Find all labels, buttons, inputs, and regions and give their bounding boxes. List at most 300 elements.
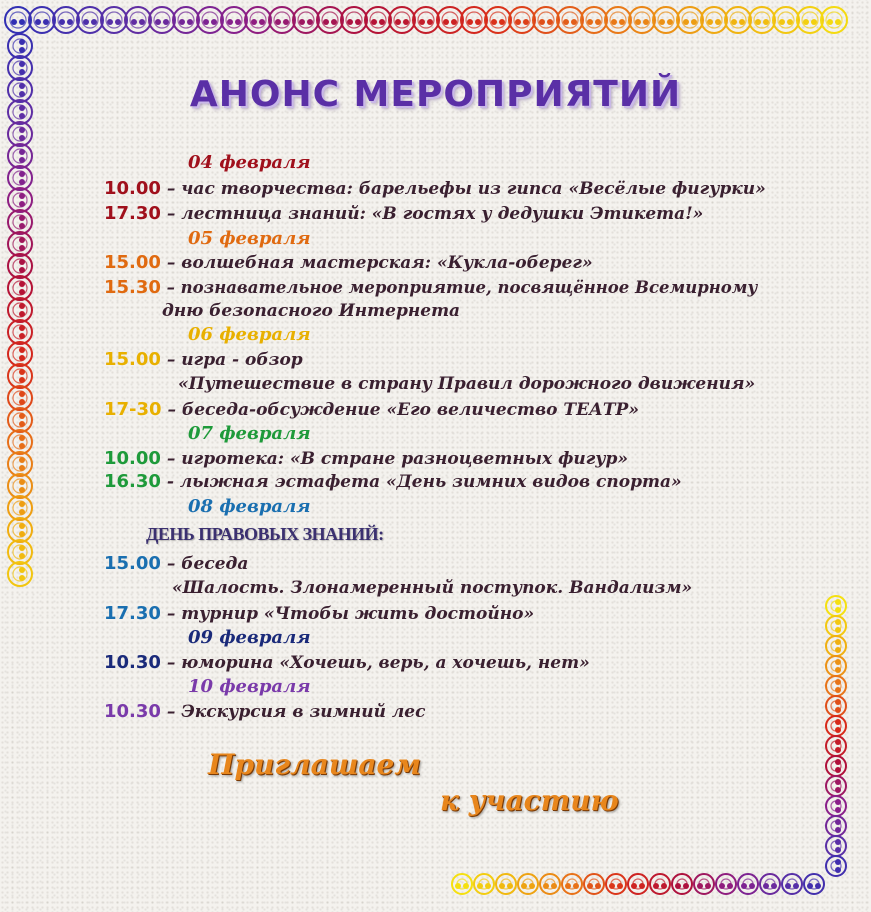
event-time: 17.30	[104, 603, 161, 624]
invite-line-1: Приглашаем	[208, 748, 421, 781]
border-ornament	[771, 883, 777, 889]
border-ornament	[455, 883, 461, 889]
event-line	[104, 553, 248, 574]
border-ornament	[149, 7, 175, 33]
border-ornament	[125, 7, 151, 33]
border-ornament	[19, 567, 25, 573]
border-ornament	[835, 679, 841, 685]
event-text: дню безопасного Интернета	[162, 301, 461, 321]
border-ornament	[11, 19, 17, 25]
event-line	[104, 471, 682, 492]
border-ornament	[19, 47, 25, 53]
border-ornament	[521, 883, 527, 889]
event-text: – познавательное мероприятие, посвящённое Всемирному	[160, 278, 758, 297]
event-time: 15.30	[104, 277, 161, 298]
border-ornament	[826, 716, 846, 736]
border-ornament	[694, 874, 714, 894]
border-ornament	[67, 19, 73, 25]
border-ornament	[529, 883, 535, 889]
border-ornament	[835, 807, 841, 813]
border-ornament	[235, 19, 241, 25]
border-ornament	[19, 465, 25, 471]
event-line	[104, 178, 766, 199]
border-ornament	[19, 237, 25, 243]
border-ornament	[797, 7, 823, 33]
border-ornament	[523, 19, 529, 25]
border-ornament	[19, 487, 25, 493]
border-ornament	[499, 883, 505, 889]
border-ornament	[19, 149, 25, 155]
border-ornament	[609, 883, 615, 889]
border-ornament	[389, 7, 415, 33]
border-ornament	[779, 19, 785, 25]
event-text: – турнир «Чтобы жить достойно»	[160, 604, 535, 624]
border-ornament	[8, 166, 32, 190]
border-ornament	[835, 727, 841, 733]
border-ornament	[19, 545, 25, 551]
border-ornament	[727, 883, 733, 889]
border-ornament	[451, 19, 457, 25]
border-ornament	[19, 215, 25, 221]
border-ornament	[275, 19, 281, 25]
border-ornament	[826, 696, 846, 716]
event-text: – юморина «Хочешь, верь, а хочешь, нет»	[160, 653, 590, 673]
border-ornament	[835, 819, 841, 825]
border-ornament	[19, 289, 25, 295]
border-ornament	[197, 7, 223, 33]
border-ornament	[581, 7, 607, 33]
event-line	[178, 374, 755, 394]
border-ornament	[826, 756, 846, 776]
border-ornament	[427, 19, 433, 25]
border-ornament	[635, 19, 641, 25]
border-ornament	[835, 619, 841, 625]
border-ornament	[749, 883, 755, 889]
border-ornament	[749, 7, 775, 33]
border-ornament	[187, 19, 193, 25]
date-heading-09: 09 февраля	[188, 627, 311, 648]
border-ornament	[821, 7, 847, 33]
border-ornament	[667, 19, 673, 25]
border-ornament	[760, 874, 780, 894]
border-ornament	[782, 874, 802, 894]
border-ornament	[807, 883, 813, 889]
border-ornament	[563, 19, 569, 25]
border-ornament	[835, 599, 841, 605]
border-ornament	[29, 7, 55, 33]
border-ornament	[19, 509, 25, 515]
border-ornament	[587, 19, 593, 25]
event-text: «Шалость. Злонамеренный поступок. Вандализм»	[172, 578, 693, 598]
border-ornament	[107, 19, 113, 25]
border-ornament	[43, 19, 49, 25]
event-line	[104, 203, 703, 224]
border-ornament	[496, 874, 516, 894]
date-heading-06: 06 февраля	[188, 324, 311, 345]
border-ornament	[139, 19, 145, 25]
border-ornament	[8, 408, 32, 432]
border-ornament	[8, 562, 32, 586]
border-ornament	[835, 739, 841, 745]
law-day-heading: ДЕНЬ ПРАВОВЫХ ЗНАНИЙ:	[146, 524, 384, 544]
border-ornament	[515, 19, 521, 25]
border-ornament	[835, 627, 841, 633]
border-ornament	[835, 799, 841, 805]
event-line	[104, 652, 590, 673]
border-ornament	[683, 19, 689, 25]
border-ornament	[557, 7, 583, 33]
border-ornament	[701, 7, 727, 33]
border-ornament	[477, 883, 483, 889]
border-ornament	[835, 759, 841, 765]
event-text: - лыжная эстафета «День зимних видов спорта»	[160, 472, 682, 492]
event-line	[104, 252, 593, 273]
border-ornament	[19, 157, 25, 163]
border-ornament	[835, 867, 841, 873]
border-ornament	[803, 19, 809, 25]
border-ornament	[595, 883, 601, 889]
border-ornament	[283, 19, 289, 25]
border-ornament	[605, 7, 631, 33]
border-ornament	[8, 364, 32, 388]
border-ornament	[650, 874, 670, 894]
border-ornament	[573, 883, 579, 889]
border-ornament	[8, 320, 32, 344]
border-ornament	[8, 540, 32, 564]
border-ornament	[19, 61, 25, 67]
border-ornament	[173, 7, 199, 33]
border-ornament	[835, 667, 841, 673]
border-ornament	[543, 883, 549, 889]
border-ornament	[826, 616, 846, 636]
border-ornament	[331, 19, 337, 25]
border-ornament	[629, 7, 655, 33]
border-ornament	[19, 421, 25, 427]
border-ornament	[19, 391, 25, 397]
border-ornament	[835, 779, 841, 785]
border-ornament	[19, 369, 25, 375]
border-ornament	[675, 883, 681, 889]
border-ornament	[835, 639, 841, 645]
border-ornament	[323, 19, 329, 25]
border-ornament	[835, 787, 841, 793]
event-text: – лестница знаний: «В гостях у дедушки Этикета!»	[160, 204, 704, 224]
border-ornament	[8, 210, 32, 234]
event-line	[104, 603, 534, 624]
border-ornament	[19, 193, 25, 199]
border-ornament	[35, 19, 41, 25]
border-ornament	[19, 267, 25, 273]
border-ornament	[8, 232, 32, 256]
border-ornament	[8, 386, 32, 410]
border-ornament	[677, 7, 703, 33]
border-ornament	[826, 856, 846, 876]
border-ornament	[835, 839, 841, 845]
border-ornament	[715, 19, 721, 25]
date-heading-05: 05 февраля	[188, 228, 311, 249]
border-ornament	[179, 19, 185, 25]
border-ornament	[683, 883, 689, 889]
border-ornament	[19, 179, 25, 185]
event-time: 10.00	[104, 448, 161, 469]
event-time: 15.00	[104, 252, 161, 273]
border-ornament	[461, 7, 487, 33]
border-ornament	[221, 7, 247, 33]
border-ornament	[19, 281, 25, 287]
border-ornament	[716, 874, 736, 894]
border-ornament	[826, 636, 846, 656]
border-ornament	[115, 19, 121, 25]
border-ornament	[19, 135, 25, 141]
border-ornament	[835, 19, 841, 25]
border-ornament	[452, 874, 472, 894]
border-ornament	[19, 127, 25, 133]
border-ornament	[835, 647, 841, 653]
border-ornament	[628, 874, 648, 894]
border-ornament	[787, 19, 793, 25]
border-ornament	[19, 201, 25, 207]
border-ornament	[540, 874, 560, 894]
border-ornament	[739, 19, 745, 25]
border-ornament	[485, 7, 511, 33]
border-ornament	[19, 413, 25, 419]
event-text: – Экскурсия в зимний лес	[160, 702, 426, 722]
border-ornament	[826, 816, 846, 836]
date-heading-07: 07 февраля	[188, 423, 311, 444]
border-ornament	[83, 19, 89, 25]
border-ornament	[518, 874, 538, 894]
border-ornament	[19, 171, 25, 177]
border-ornament	[826, 736, 846, 756]
border-ornament	[826, 676, 846, 696]
border-ornament	[19, 523, 25, 529]
border-ornament	[463, 883, 469, 889]
border-ornament	[19, 39, 25, 45]
event-line	[172, 578, 692, 598]
border-ornament	[299, 19, 305, 25]
border-ornament	[19, 479, 25, 485]
border-ornament	[245, 7, 271, 33]
border-ornament	[19, 259, 25, 265]
event-text: «Путешествие в страну Правил дорожного движения»	[178, 374, 756, 394]
border-ornament	[8, 342, 32, 366]
border-ornament	[826, 656, 846, 676]
border-ornament	[793, 883, 799, 889]
border-ornament	[659, 19, 665, 25]
border-ornament	[697, 883, 703, 889]
border-ornament	[763, 19, 769, 25]
border-ornament	[365, 7, 391, 33]
invite-line-2: к участию	[440, 784, 619, 817]
border-ornament	[619, 19, 625, 25]
event-time: 16.30	[104, 471, 161, 492]
border-ornament	[763, 883, 769, 889]
border-ornament	[811, 19, 817, 25]
border-ornament	[5, 7, 31, 33]
border-ornament	[19, 377, 25, 383]
border-ornament	[653, 883, 659, 889]
border-ornament	[53, 7, 79, 33]
border-ornament	[639, 883, 645, 889]
border-ornament	[317, 7, 343, 33]
border-ornament	[661, 883, 667, 889]
event-time: 17-30	[104, 399, 162, 420]
border-ornament	[725, 7, 751, 33]
border-ornament	[507, 883, 513, 889]
border-ornament	[403, 19, 409, 25]
border-ornament	[19, 501, 25, 507]
event-text: – беседа-обсуждение «Его величество ТЕАТР»	[161, 400, 639, 420]
border-ornament	[437, 7, 463, 33]
border-ornament	[804, 874, 824, 894]
border-ornament	[8, 452, 32, 476]
border-ornament	[539, 19, 545, 25]
border-ornament	[691, 19, 697, 25]
border-ornament	[705, 883, 711, 889]
border-ornament	[835, 859, 841, 865]
page-title: АНОНС МЕРОПРИЯТИЙ	[189, 74, 682, 115]
border-ornament	[595, 19, 601, 25]
border-ornament	[475, 19, 481, 25]
border-ornament	[826, 796, 846, 816]
border-ornament	[101, 7, 127, 33]
border-ornament	[8, 188, 32, 212]
border-ornament	[631, 883, 637, 889]
border-ornament	[653, 7, 679, 33]
border-ornament	[826, 776, 846, 796]
event-line	[104, 448, 628, 469]
border-ornament	[251, 19, 257, 25]
date-heading-08: 08 февраля	[188, 496, 311, 517]
border-ornament	[155, 19, 161, 25]
border-ornament	[815, 883, 821, 889]
border-ornament	[211, 19, 217, 25]
border-ornament	[835, 847, 841, 853]
border-ornament	[8, 144, 32, 168]
border-ornament	[8, 122, 32, 146]
border-ornament	[617, 883, 623, 889]
border-ornament	[643, 19, 649, 25]
border-ornament	[19, 303, 25, 309]
border-ornament	[19, 399, 25, 405]
border-ornament	[835, 659, 841, 665]
border-ornament	[571, 19, 577, 25]
border-ornament	[269, 7, 295, 33]
date-heading-04: 04 февраля	[188, 152, 311, 173]
event-text: – игротека: «В стране разноцветных фигур»	[160, 449, 629, 469]
border-ornament	[19, 355, 25, 361]
border-ornament	[835, 687, 841, 693]
border-ornament	[19, 553, 25, 559]
border-ornament	[355, 19, 361, 25]
border-ornament	[835, 707, 841, 713]
border-ornament	[8, 496, 32, 520]
border-ornament	[719, 883, 725, 889]
border-ornament	[77, 7, 103, 33]
border-ornament	[131, 19, 137, 25]
border-ornament	[19, 311, 25, 317]
border-ornament	[773, 7, 799, 33]
border-ornament	[467, 19, 473, 25]
border-ornament	[413, 7, 439, 33]
border-ornament	[826, 596, 846, 616]
border-ornament	[499, 19, 505, 25]
border-ornament	[19, 457, 25, 463]
border-ornament	[584, 874, 604, 894]
border-ornament	[835, 607, 841, 613]
event-time: 15.00	[104, 553, 161, 574]
border-ornament	[259, 19, 265, 25]
event-text: – беседа	[160, 554, 249, 574]
border-ornament	[19, 531, 25, 537]
border-ornament	[565, 883, 571, 889]
border-ornament	[8, 474, 32, 498]
date-heading-10: 10 февраля	[188, 676, 311, 697]
border-ornament	[491, 19, 497, 25]
border-ornament	[8, 254, 32, 278]
border-ornament	[307, 19, 313, 25]
border-ornament	[8, 430, 32, 454]
border-ornament	[19, 435, 25, 441]
border-ornament	[731, 19, 737, 25]
event-time: 17.30	[104, 203, 161, 224]
event-line	[162, 301, 460, 321]
border-ornament	[8, 34, 32, 58]
event-line	[104, 277, 757, 298]
border-ornament	[91, 19, 97, 25]
border-ornament	[485, 883, 491, 889]
border-ornament	[547, 19, 553, 25]
border-ornament	[419, 19, 425, 25]
border-ornament	[371, 19, 377, 25]
border-ornament	[19, 347, 25, 353]
event-line	[104, 399, 639, 420]
border-ornament	[341, 7, 367, 33]
event-line	[104, 701, 425, 722]
border-ornament	[163, 19, 169, 25]
border-ornament	[785, 883, 791, 889]
event-text: – волшебная мастерская: «Кукла-оберег»	[160, 253, 593, 273]
border-ornament	[19, 325, 25, 331]
border-ornament	[59, 19, 65, 25]
border-ornament	[835, 827, 841, 833]
border-ornament	[227, 19, 233, 25]
border-ornament	[203, 19, 209, 25]
border-ornament	[755, 19, 761, 25]
border-ornament	[835, 747, 841, 753]
border-ornament	[835, 719, 841, 725]
border-ornament	[347, 19, 353, 25]
border-ornament	[395, 19, 401, 25]
border-ornament	[562, 874, 582, 894]
border-ornament	[8, 298, 32, 322]
border-ornament	[587, 883, 593, 889]
border-ornament	[741, 883, 747, 889]
border-ornament	[835, 699, 841, 705]
border-ornament	[533, 7, 559, 33]
event-text: – час творчества: барельефы из гипса «Весёлые фигурки»	[160, 179, 766, 199]
border-ornament	[474, 874, 494, 894]
border-ornament	[293, 7, 319, 33]
border-ornament	[19, 19, 25, 25]
border-ornament	[19, 333, 25, 339]
border-ornament	[443, 19, 449, 25]
border-ornament	[19, 245, 25, 251]
border-ornament	[826, 836, 846, 856]
border-ornament	[827, 19, 833, 25]
event-time: 10.30	[104, 701, 161, 722]
border-ornament	[551, 883, 557, 889]
